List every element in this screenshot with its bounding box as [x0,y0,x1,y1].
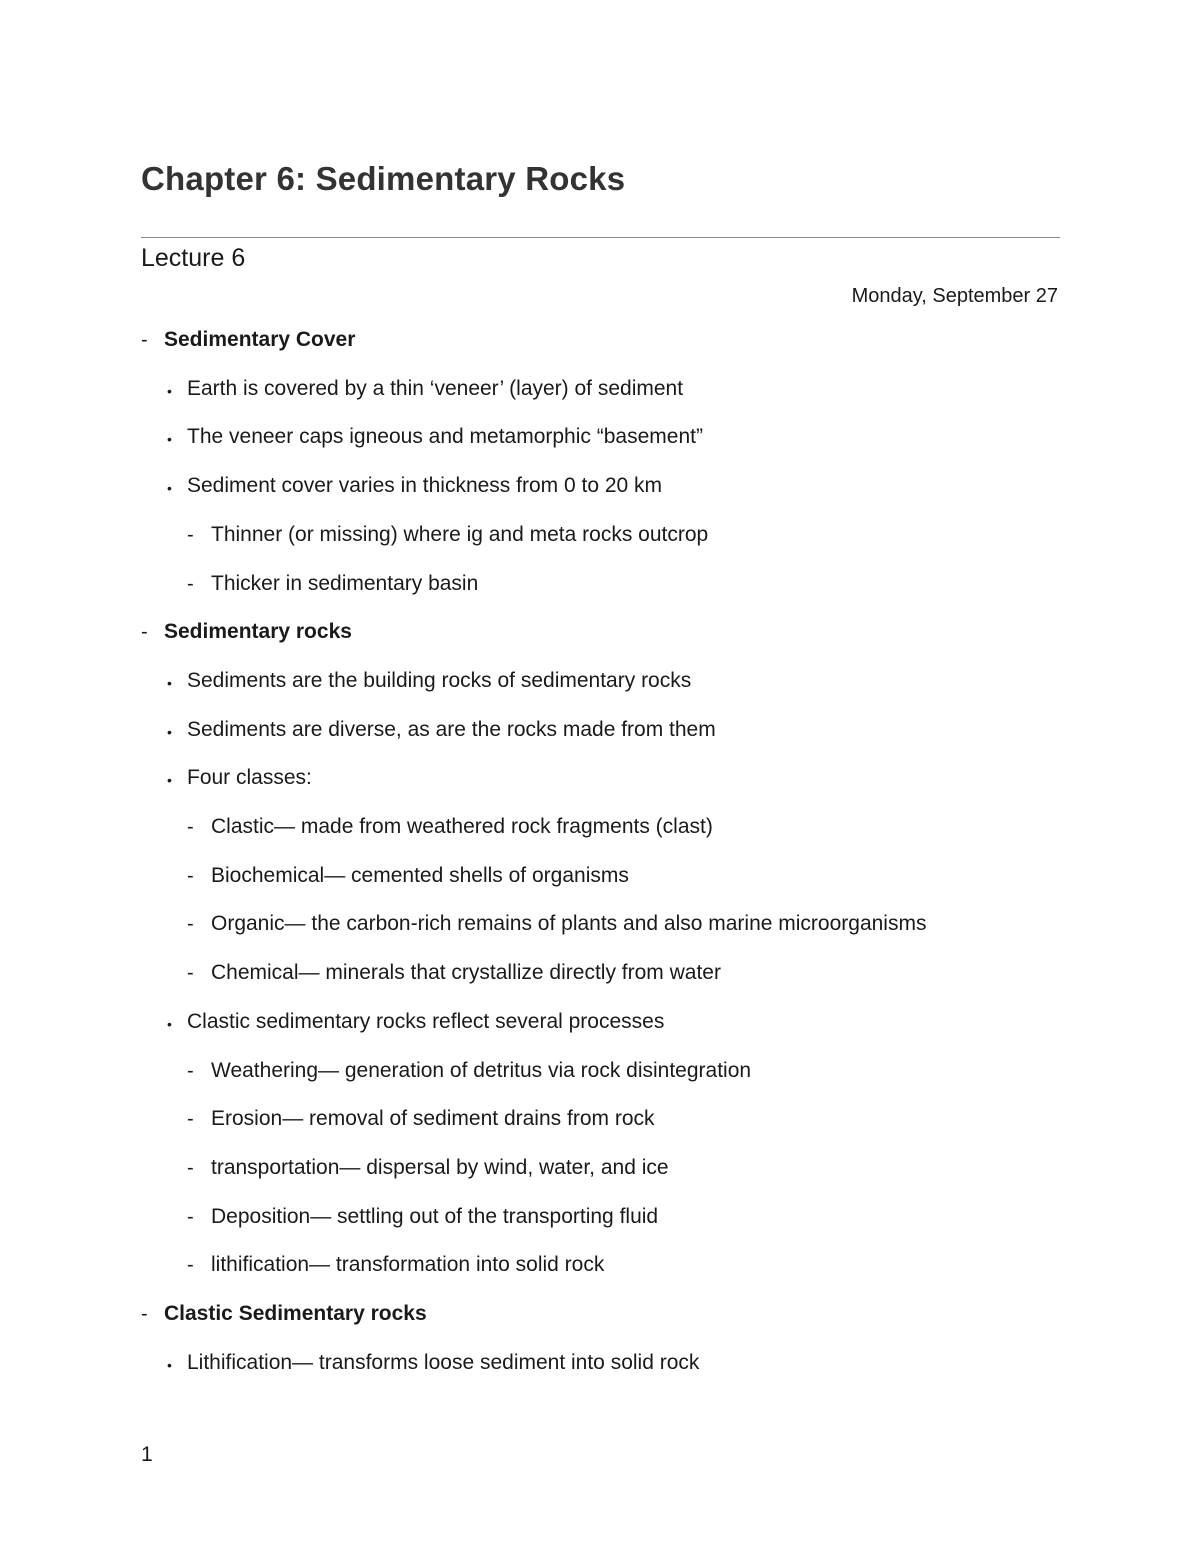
bullet-marker: • [167,1015,172,1032]
list-item-text: Biochemical— cemented shells of organisms [211,863,629,887]
bullet-marker: • [167,431,172,448]
dash-marker: - [141,1303,148,1325]
list-item-text: transportation— dispersal by wind, water, and ice [211,1155,669,1179]
lecture-subtitle: Lecture 6 [141,244,246,272]
bullet-marker: • [167,723,172,740]
dash-marker: - [187,523,194,546]
dash-marker: - [187,572,194,595]
dash-marker: - [141,329,148,351]
list-item-text: Sediments are diverse, as are the rocks made from them [187,717,716,741]
bullet-marker: • [167,674,172,691]
dash-marker: - [187,864,194,887]
dash-marker: - [187,1059,194,1082]
bullet-marker: • [167,772,172,789]
bullet-marker: • [167,480,172,497]
section-heading-text: Clastic Sedimentary rocks [164,1302,427,1325]
list-item-text: Erosion— removal of sediment drains from rock [211,1107,655,1131]
list-item-text: Deposition— settling out of the transporting fluid [211,1204,659,1228]
list-item-text: Thinner (or missing) where ig and meta rocks outcrop [211,522,709,546]
dash-marker: - [187,1156,194,1179]
list-item-text: Clastic— made from weathered rock fragments (clast) [211,815,713,838]
list-item-text: Sediments are the building rocks of sedimentary rocks [187,668,692,692]
section-heading-text: Sedimentary rocks [164,620,352,644]
title-divider [141,237,1060,238]
dash-marker: - [187,913,194,936]
dash-marker: - [187,962,194,985]
list-item-text: Organic— the carbon-rich remains of plants and also marine microorganisms [211,912,927,936]
dash-marker: - [141,621,148,644]
dash-marker: - [187,1254,194,1277]
lecture-date: Monday, September 27 [851,285,1058,307]
section-heading-text: Sedimentary Cover [164,328,356,351]
dash-marker: - [187,1108,194,1131]
page-title: Chapter 6: Sedimentary Rocks [141,160,626,197]
list-item-text: Lithification— transforms loose sediment into solid rock [187,1350,700,1374]
list-item-text: Sediment cover varies in thickness from 0 to 20 km [187,474,663,498]
bullet-marker: • [167,1356,172,1373]
list-item-text: Thicker in sedimentary basin [211,571,479,595]
dash-marker: - [187,1205,194,1228]
dash-marker: - [187,816,194,838]
list-item-text: lithification— transformation into solid rock [211,1253,605,1277]
list-item-text: Earth is covered by a thin ‘veneer’ (layer) of sediment [187,376,684,400]
list-item-text: The veneer caps igneous and metamorphic “basement” [187,425,703,449]
list-item-text: Weathering— generation of detritus via rock disintegration [211,1058,752,1082]
page-number: 1 [141,1443,153,1466]
list-item-text: Clastic sedimentary rocks reflect several processes [187,1009,665,1033]
list-item-text: Chemical— minerals that crystallize directly from water [211,961,721,985]
bullet-marker: • [167,382,172,399]
list-item-text: Four classes: [187,766,312,790]
